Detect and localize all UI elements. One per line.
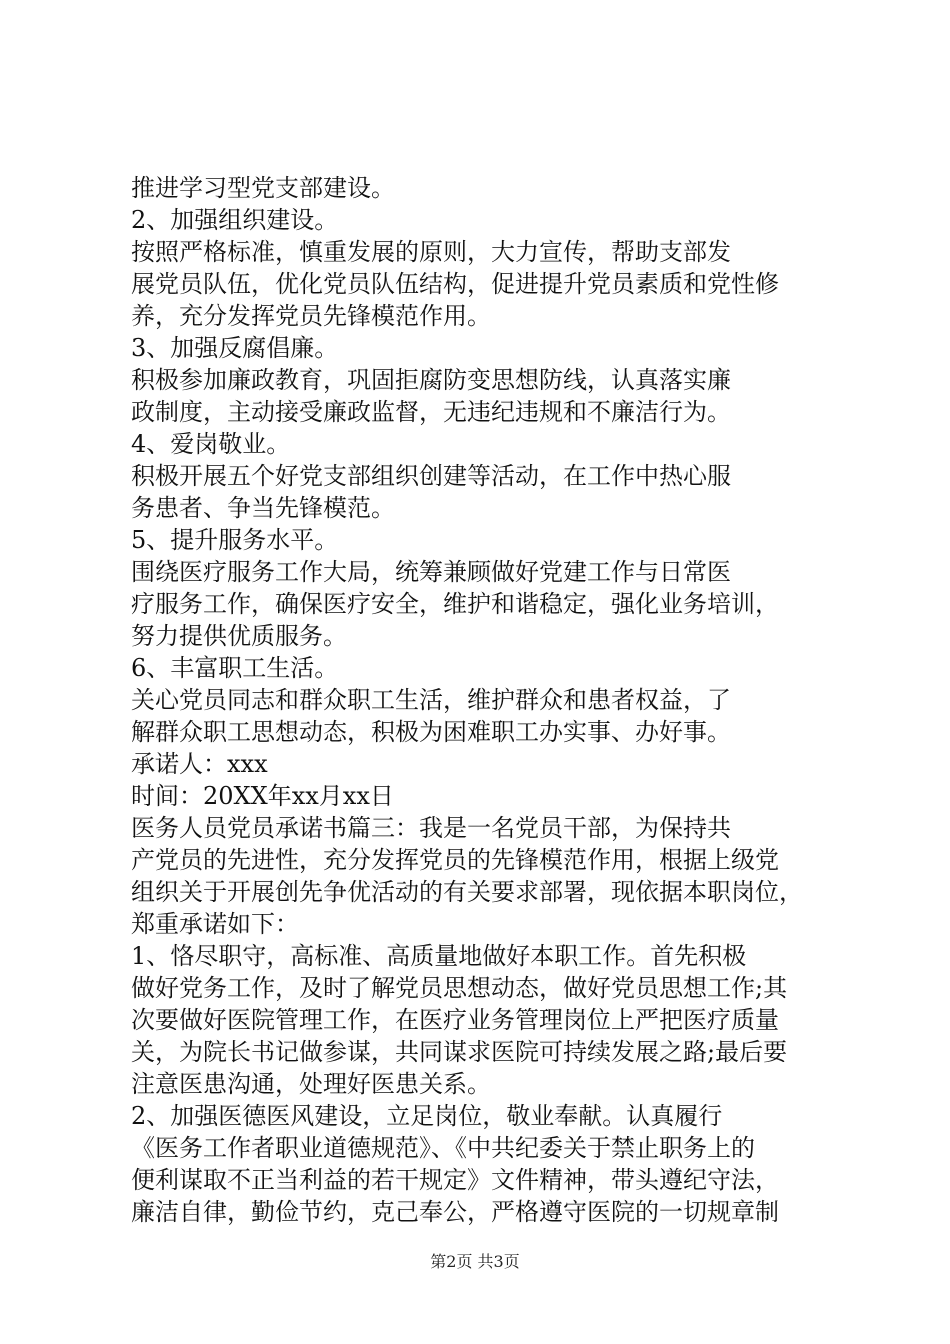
- text-line: 3、加强反腐倡廉。: [131, 334, 339, 362]
- text-line: 2、加强医德医风建设，立足岗位，敬业奉献。认真履行: [131, 1102, 723, 1130]
- text-line: 医务人员党员承诺书篇三：我是一名党员干部，为保持共: [131, 814, 731, 842]
- text-line: 产党员的先进性，充分发挥党员的先锋模范作用，根据上级党: [131, 846, 779, 874]
- text-line: 养，充分发挥党员先锋模范作用。: [131, 302, 491, 330]
- text-line: 围绕医疗服务工作大局，统筹兼顾做好党建工作与日常医: [131, 558, 731, 586]
- text-line: 6、丰富职工生活。: [131, 654, 339, 682]
- text-line: 5、提升服务水平。: [131, 526, 339, 554]
- text-line: 2、加强组织建设。: [131, 206, 339, 234]
- text-line: 关，为院长书记做参谋，共同谋求医院可持续发展之路;最后要: [131, 1038, 788, 1066]
- text-line: 郑重承诺如下：: [131, 910, 299, 938]
- text-line: 组织关于开展创先争优活动的有关要求部署，现依据本职岗位，: [131, 878, 803, 906]
- text-line: 时间：20XX年xx月xx日: [131, 782, 394, 810]
- text-line: 解群众职工思想动态，积极为困难职工办实事、办好事。: [131, 718, 731, 746]
- text-line: 展党员队伍，优化党员队伍结构，促进提升党员素质和党性修: [131, 270, 779, 298]
- text-line: 按照严格标准，慎重发展的原则，大力宣传，帮助支部发: [131, 238, 731, 266]
- text-line: 政制度，主动接受廉政监督，无违纪违规和不廉洁行为。: [131, 398, 731, 426]
- text-line: 做好党务工作，及时了解党员思想动态，做好党员思想工作;其: [131, 974, 788, 1002]
- text-line: 4、爱岗敬业。: [131, 430, 291, 458]
- text-line: 积极参加廉政教育，巩固拒腐防变思想防线，认真落实廉: [131, 366, 731, 394]
- text-line: 疗服务工作，确保医疗安全，维护和谐稳定，强化业务培训，: [131, 590, 779, 618]
- text-line: 承诺人：xxx: [131, 750, 268, 778]
- text-line: 1、恪尽职守，高标准、高质量地做好本职工作。首先积极: [131, 942, 747, 970]
- text-line: 推进学习型党支部建设。: [131, 174, 395, 202]
- text-line: 便利谋取不正当利益的若干规定》文件精神，带头遵纪守法，: [131, 1166, 779, 1194]
- text-line: 积极开展五个好党支部组织创建等活动，在工作中热心服: [131, 462, 731, 490]
- text-line: 务患者、争当先锋模范。: [131, 494, 395, 522]
- page-number-footer: 第2页 共3页: [430, 1252, 520, 1271]
- text-line: 次要做好医院管理工作，在医疗业务管理岗位上严把医疗质量: [131, 1006, 779, 1034]
- text-line: 努力提供优质服务。: [131, 622, 347, 650]
- text-line: 《医务工作者职业道德规范》、《中共纪委关于禁止职务上的: [131, 1134, 755, 1162]
- text-line: 注意医患沟通，处理好医患关系。: [131, 1070, 491, 1098]
- text-line: 关心党员同志和群众职工生活，维护群众和患者权益，了: [131, 686, 731, 714]
- text-line: 廉洁自律，勤俭节约，克己奉公，严格遵守医院的一切规章制: [131, 1198, 779, 1226]
